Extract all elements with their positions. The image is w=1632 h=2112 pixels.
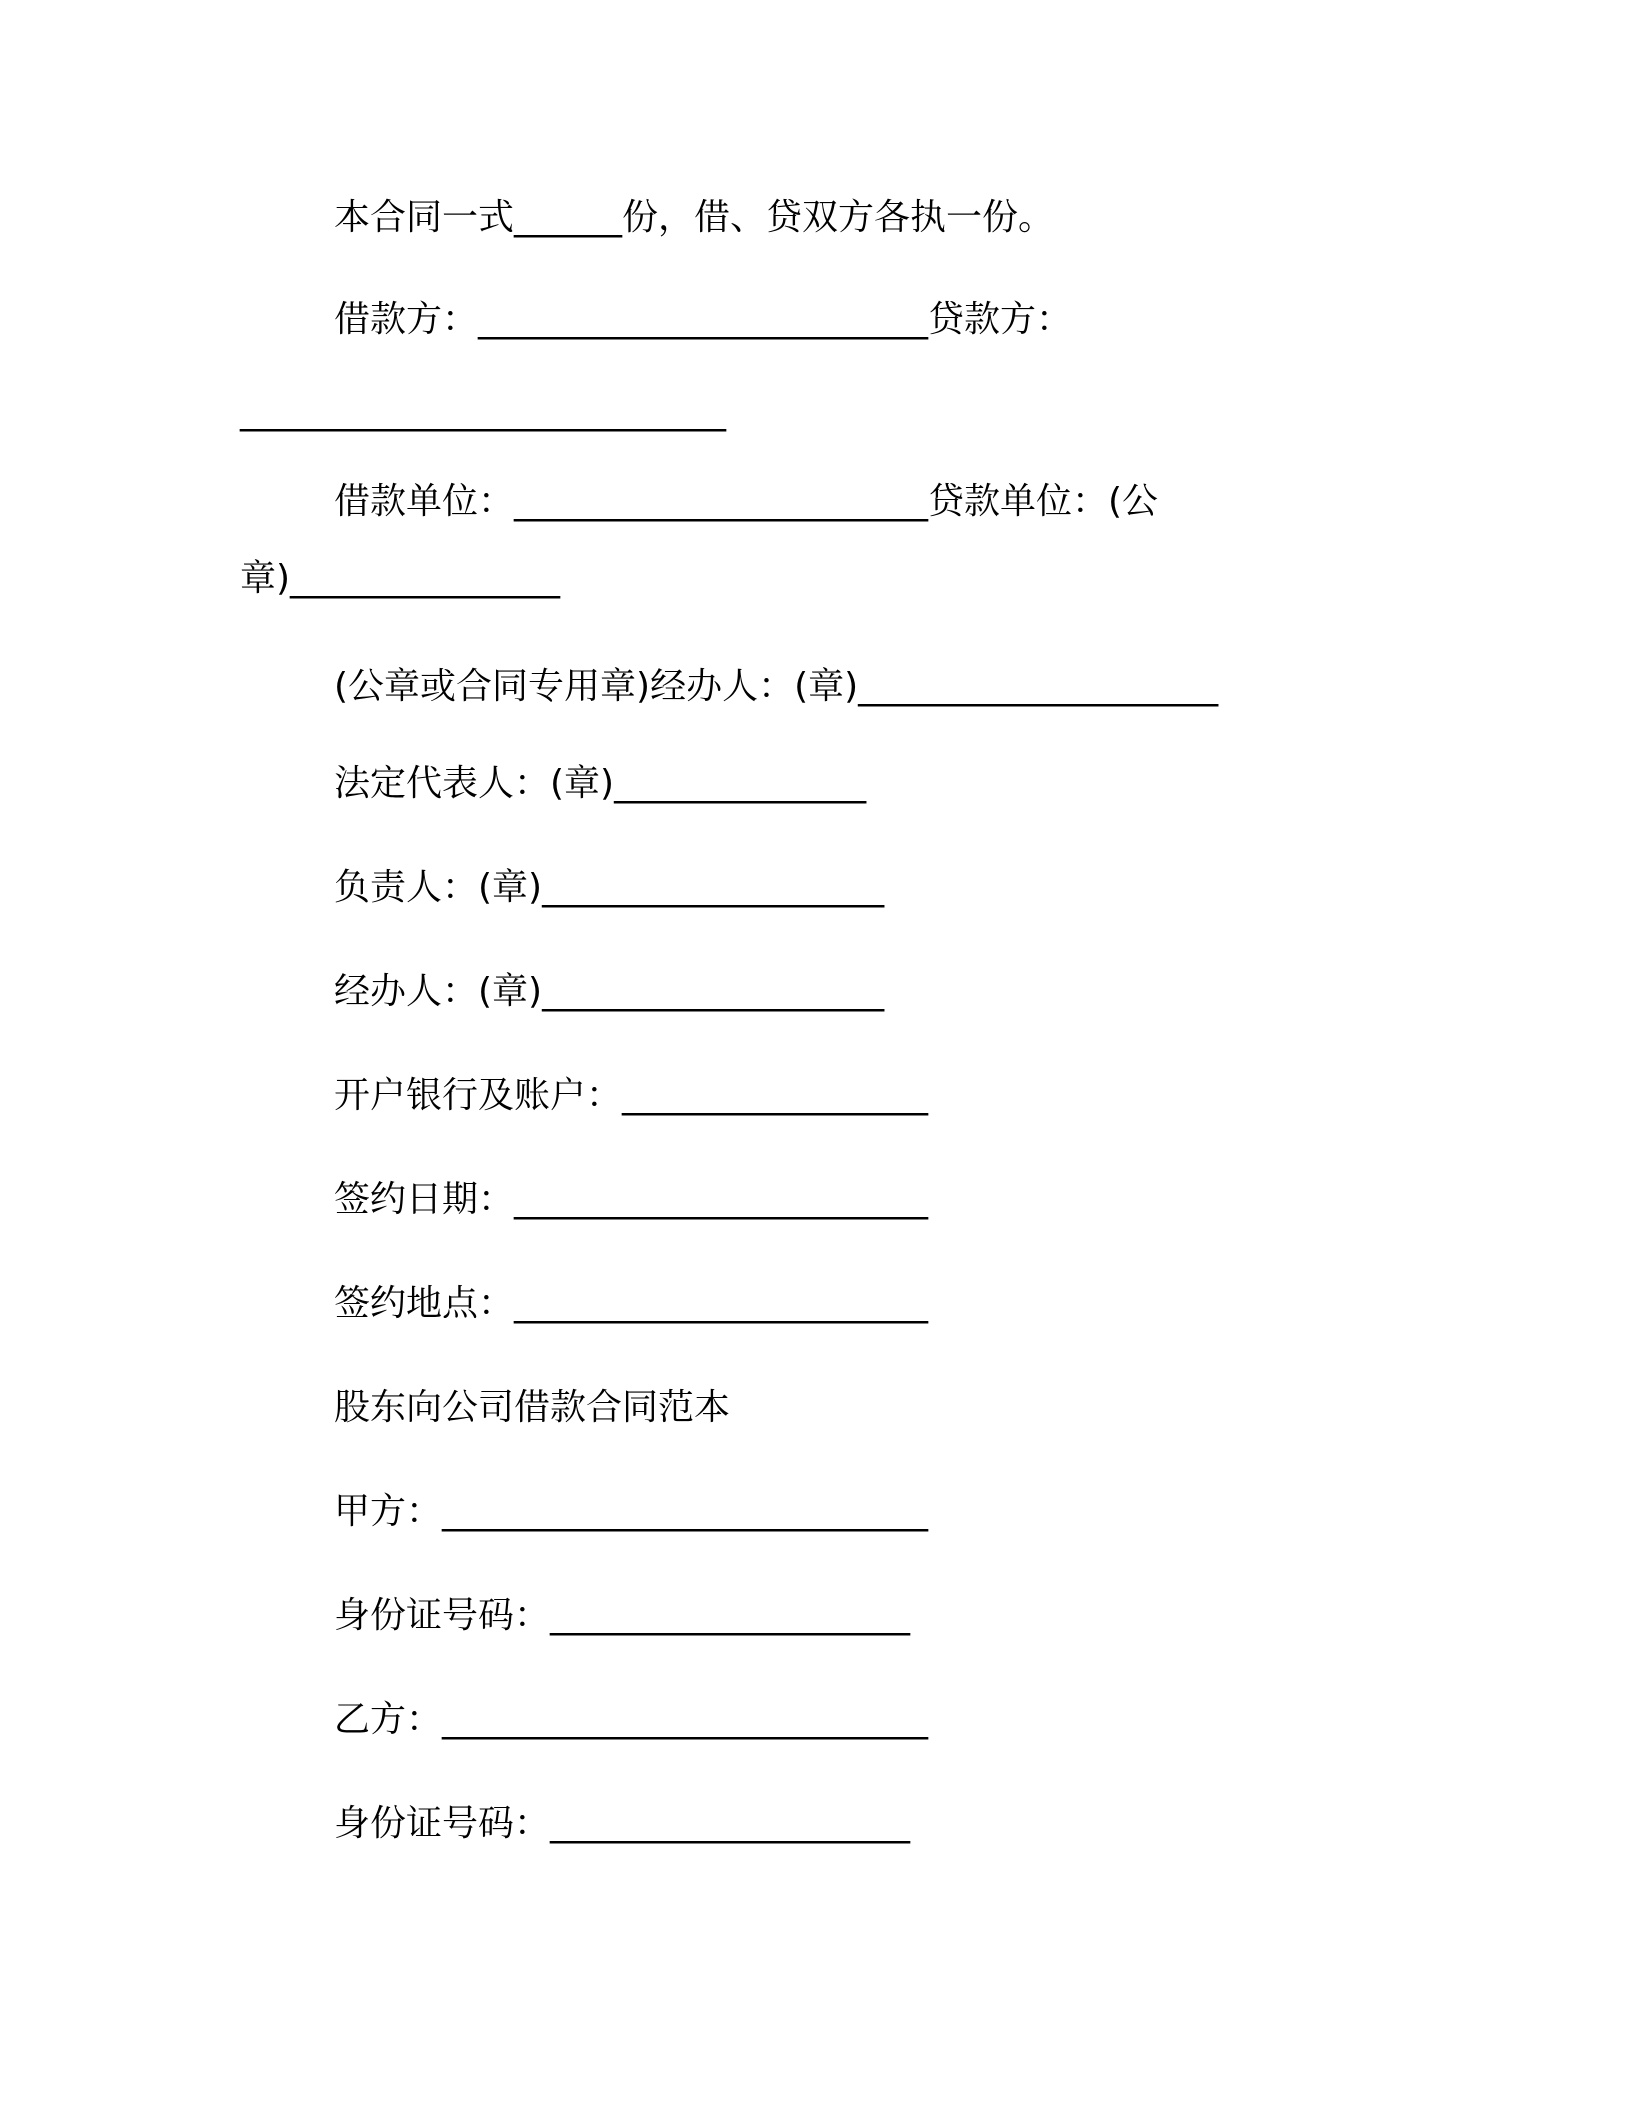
bank-account-line: 开户银行及账户：_________________ xyxy=(334,1075,929,1116)
person-in-charge-line: 负责人：(章)___________________ xyxy=(334,867,885,908)
legal-representative-line: 法定代表人：(章)______________ xyxy=(334,763,867,804)
party-b-id-line: 身份证号码：____________________ xyxy=(334,1803,911,1844)
signing-place-line: 签约地点：_______________________ xyxy=(334,1283,929,1324)
party-b-line: 乙方：___________________________ xyxy=(334,1699,929,1740)
handler-line: 经办人：(章)___________________ xyxy=(334,971,885,1012)
borrower-lender-line: 借款方：_________________________贷款方： xyxy=(334,299,1073,340)
party-a-id-line: 身份证号码：____________________ xyxy=(334,1595,911,1636)
lending-unit-seal-line: 章)_______________ xyxy=(240,558,561,599)
copies-clause: 本合同一式______份，借、贷双方各执一份。 xyxy=(334,197,1055,238)
contract-title: 股东向公司借款合同范本 xyxy=(334,1387,731,1428)
signing-date-line: 签约日期：_______________________ xyxy=(334,1179,929,1220)
lender-blank-line: ___________________________ xyxy=(240,391,726,432)
official-seal-handler-line: (公章或合同专用章)经办人：(章)____________________ xyxy=(334,666,1219,707)
borrowing-unit-line: 借款单位：_______________________贷款单位：(公 xyxy=(334,481,1159,522)
party-a-line: 甲方：___________________________ xyxy=(334,1491,929,1532)
